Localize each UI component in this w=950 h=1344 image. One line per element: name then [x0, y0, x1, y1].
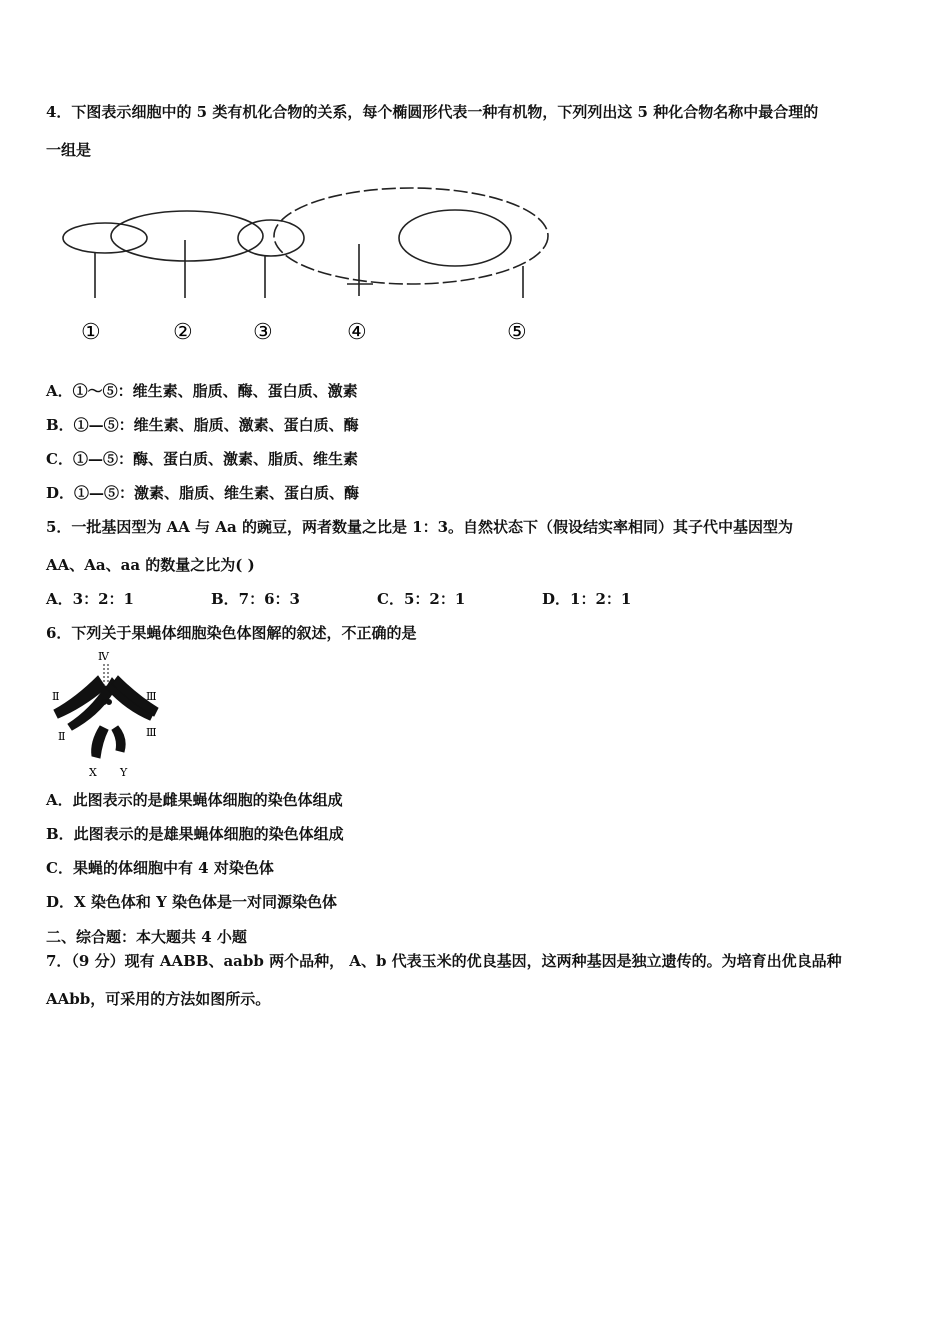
q4-option-b: B．①—⑤：维生素、脂质、激素、蛋白质、酶: [46, 416, 359, 434]
ellipse-5: [399, 210, 511, 266]
label-5: ⑤: [507, 320, 527, 345]
label-4: ④: [347, 320, 367, 345]
label-ii-bottom: Ⅱ: [58, 730, 66, 743]
label-3: ③: [253, 320, 273, 345]
q6-stem: 6．下列关于果蝇体细胞染色体图解的叙述，不正确的是: [46, 624, 417, 642]
q5-stem-line1: 5．一批基因型为 AA 与 Aa 的豌豆，两者数量之比是 1：3。自然状态下（假设结实率相同）其子代中基因型为: [46, 518, 794, 536]
section2-heading: 二、综合题：本大题共 4 小题: [46, 928, 247, 946]
q4-option-d: D．①—⑤：激素、脂质、维生素、蛋白质、酶: [46, 484, 360, 502]
q4-stem-line2: 一组是: [46, 141, 92, 159]
q4-option-a: A．①～⑤：维生素、脂质、酶、蛋白质、激素: [46, 382, 358, 400]
label-y: Y: [120, 766, 128, 779]
chromosome-y: [112, 726, 125, 752]
label-2: ②: [173, 320, 193, 345]
q5-option-a: A．3：2：1: [46, 590, 134, 608]
ellipse-1: [63, 223, 147, 253]
q5-option-b: B．7：6：3: [211, 590, 300, 608]
q5-option-d: D．1：2：1: [542, 590, 632, 608]
q4-stem-line1: 4．下图表示细胞中的 5 类有机化合物的关系，每个椭圆形代表一种有机物，下列列出这 5 种化合物名称中最合理的: [46, 103, 819, 121]
q7-stem-line2: AAbb，可采用的方法如图所示。: [46, 990, 271, 1008]
ellipse-2: [111, 211, 263, 261]
q6-option-b: B．此图表示的是雄果蝇体细胞的染色体组成: [46, 825, 344, 843]
label-1: ①: [81, 320, 101, 345]
label-iv: Ⅳ: [98, 650, 109, 663]
label-iii-bottom: Ⅲ: [146, 726, 157, 739]
q6-option-d: D．X 染色体和 Y 染色体是一对同源染色体: [46, 893, 338, 911]
q5-stem-line2: AA、Aa、aa 的数量之比为( ): [46, 556, 255, 574]
q6-option-a: A．此图表示的是雌果蝇体细胞的染色体组成: [46, 791, 343, 809]
ellipse-3: [238, 220, 304, 256]
label-iii-top: Ⅲ: [146, 690, 157, 703]
q4-option-c: C．①—⑤：酶、蛋白质、激素、脂质、维生素: [46, 450, 358, 468]
label-ii-top: Ⅱ: [52, 690, 60, 703]
q6-option-c: C．果蝇的体细胞中有 4 对染色体: [46, 859, 274, 877]
q4-ellipse-diagram: [55, 180, 555, 350]
chromosome-x: [92, 726, 108, 758]
label-x: X: [89, 766, 97, 779]
q5-option-c: C．5：2：1: [377, 590, 466, 608]
ellipse-4: [274, 188, 548, 284]
q6-chromosome-diagram: [46, 648, 176, 783]
q7-stem-line1: 7．（9 分）现有 AABB、aabb 两个品种， A、b 代表玉米的优良基因，这两种基因是独立遗传的。为培育出优良品种: [46, 952, 842, 970]
